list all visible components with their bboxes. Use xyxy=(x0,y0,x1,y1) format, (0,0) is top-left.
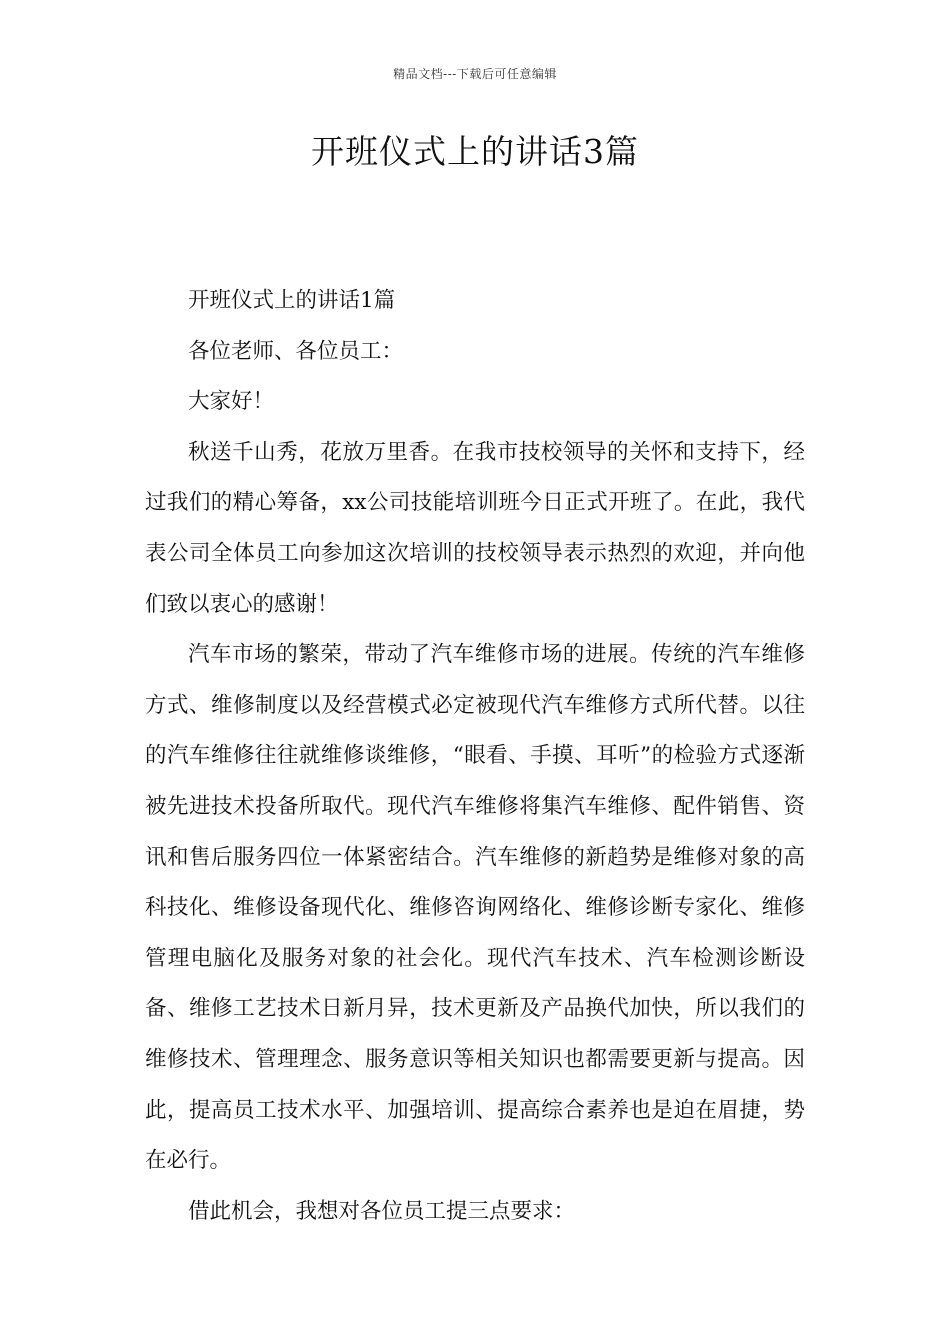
salutation: 各位老师、各位员工： xyxy=(188,338,404,364)
paragraph: 秋送千山秀，花放万里香。在我市技校领导的关怀和支持下，经过我们的精心筹备，xx公司技能培训班今日正式开班了。在此，我代表公司全体员工向参加这次培训的技校领导表示热烈的欢迎，并向他们致以衷心的感谢！ xyxy=(145,439,805,617)
paragraph: 借此机会，我想对各位员工提三点要求： xyxy=(188,1198,576,1224)
paragraph: 汽车市场的繁荣，带动了汽车维修市场的进展。传统的汽车维修方式、维修制度以及经营模式必定被现代汽车维修方式所代替。以往的汽车维修往往就维修谈维修，“眼看、手摸、耳听”的检验方式逐渐被先进技术投备所取代。现代汽车维修将集汽车维修、配件销售、资讯和售后服务四位一体紧密结合。汽车维修的新趋势是维修对象的高科技化、维修设备现代化、维修咨询网络化、维修诊断专家化、维修管理电脑化及服务对象的社会化。现代汽车技术、汽车检测诊断设备、维修工艺技术日新月异，技术更新及产品换代加快，所以我们的维修技术、管理理念、服务意识等相关知识也都需要更新与提高。因此，提高员工技术水平、加强培训、提高综合素养也是迫在眉捷，势在必行。 xyxy=(145,642,805,1174)
header-note: 精品文档---下载后可任意编辑 xyxy=(393,67,557,81)
greeting: 大家好！ xyxy=(188,389,275,415)
document-body xyxy=(145,276,805,1237)
document-title: 开班仪式上的讲话3篇 xyxy=(311,132,639,171)
section-heading: 开班仪式上的讲话1篇 xyxy=(188,288,396,313)
